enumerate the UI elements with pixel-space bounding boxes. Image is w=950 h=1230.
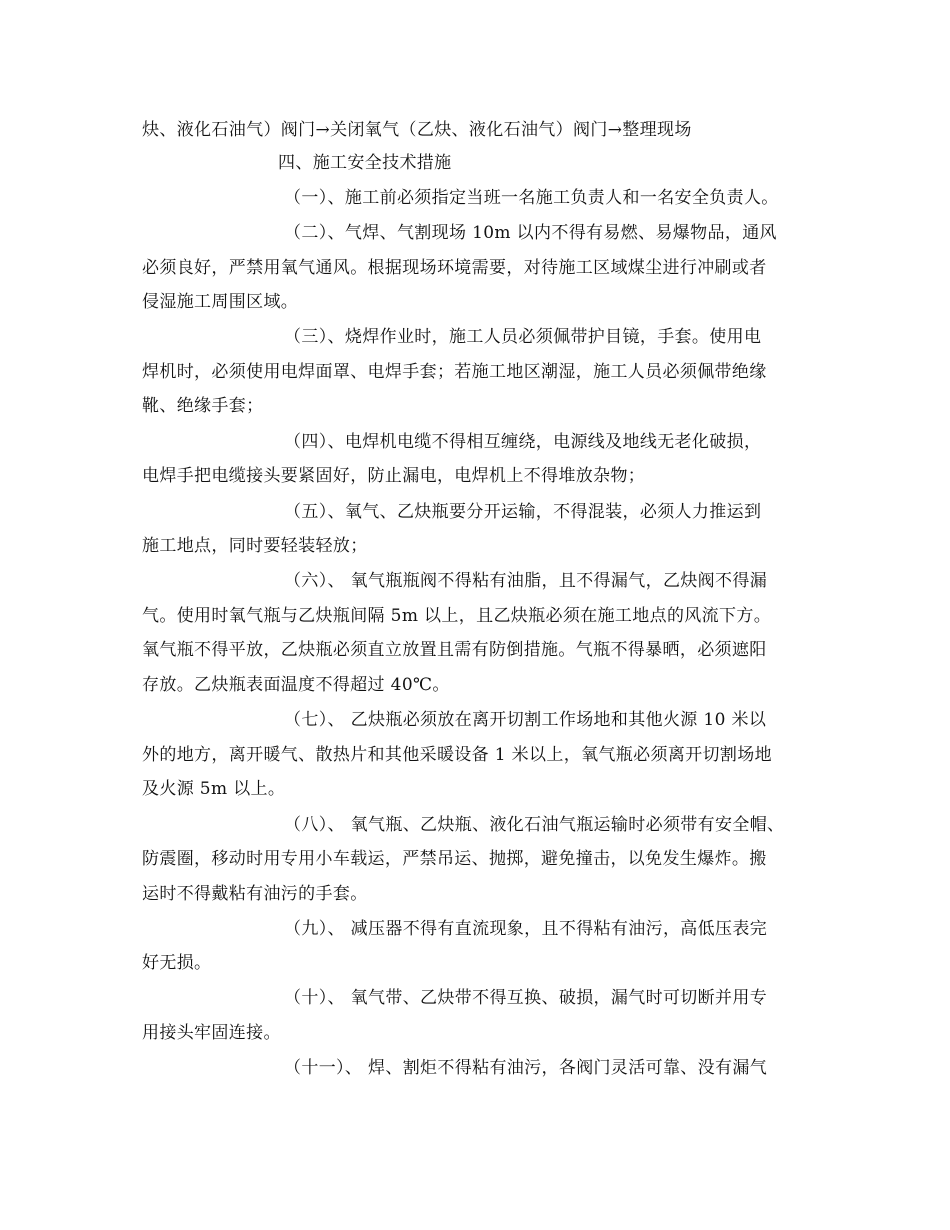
text-line: 用接头牢固连接。 (142, 1023, 281, 1043)
item-11-line: （十一）、 焊、割炬不得粘有油污，各阀门灵活可靠、没有漏气 (284, 1058, 768, 1078)
item-4-line: （四）、电焊机电缆不得相互缠绕，电源线及地线无老化破损， (284, 432, 762, 452)
text-line: 焊机时，必须使用电焊面罩、电焊手套；若施工地区潮湿，施工人员必须佩带绝缘 (142, 362, 767, 382)
text-line: 必须良好，严禁用氧气通风。根据现场环境需要，对待施工区域煤尘进行冲刷或者 (142, 258, 767, 278)
item-6-line: （六）、 氧气瓶瓶阀不得粘有油脂，且不得漏气，乙炔阀不得漏 (284, 571, 768, 591)
text-line: 炔、液化石油气）阀门→关闭氧气（乙炔、液化石油气）阀门→整理现场 (142, 120, 692, 140)
item-1-line: （一）、施工前必须指定当班一名施工负责人和一名安全负责人。 (284, 188, 779, 208)
text-line: 存放。乙炔瓶表面温度不得超过 40℃。 (142, 675, 450, 695)
item-9-line: （九）、 减压器不得有直流现象，且不得粘有油污，高低压表完 (284, 919, 768, 939)
item-5-line: （五）、氧气、乙炔瓶要分开运输，不得混装，必须人力推运到 (284, 502, 762, 522)
text-line: 气。使用时氧气瓶与乙炔瓶间隔 5m 以上，且乙炔瓶必须在施工地点的风流下方。 (142, 606, 772, 626)
text-line: 运时不得戴粘有油污的手套。 (142, 884, 368, 904)
item-8-line: （八）、 氧气瓶、乙炔瓶、液化石油气瓶运输时必须带有安全帽、 (284, 815, 785, 835)
item-10-line: （十）、 氧气带、乙炔带不得互换、破损，漏气时可切断并用专 (284, 988, 768, 1008)
item-7-line: （七）、 乙炔瓶必须放在离开切割工作场地和其他火源 10 米以 (284, 710, 767, 730)
text-line: 施工地点，同时要轻装轻放； (142, 536, 368, 556)
text-line: 侵湿施工周围区域。 (142, 292, 299, 312)
text-line: 及火源 5m 以上。 (142, 779, 286, 799)
text-line: 外的地方，离开暖气、散热片和其他采暖设备 1 米以上，氧气瓶必须离开切割场地 (142, 745, 772, 765)
text-line: 靴、绝缘手套； (142, 396, 264, 416)
text-line: 防震圈，移动时用专用小车载运，严禁吊运、抛掷，避免撞击，以免发生爆炸。搬 (142, 849, 767, 869)
item-2-line: （二）、气焊、气割现场 10m 以内不得有易燃、易爆物品，通风 (284, 223, 777, 243)
section-heading: 四、施工安全技术措施 (278, 153, 452, 173)
text-line: 电焊手把电缆接头要紧固好，防止漏电，电焊机上不得堆放杂物； (142, 466, 646, 486)
item-3-line: （三）、烧焊作业时，施工人员必须佩带护目镜，手套。使用电 (284, 327, 762, 347)
text-line: 氧气瓶不得平放，乙炔瓶必须直立放置且需有防倒措施。气瓶不得暴晒，必须遮阳 (142, 640, 767, 660)
text-line: 好无损。 (142, 953, 212, 973)
